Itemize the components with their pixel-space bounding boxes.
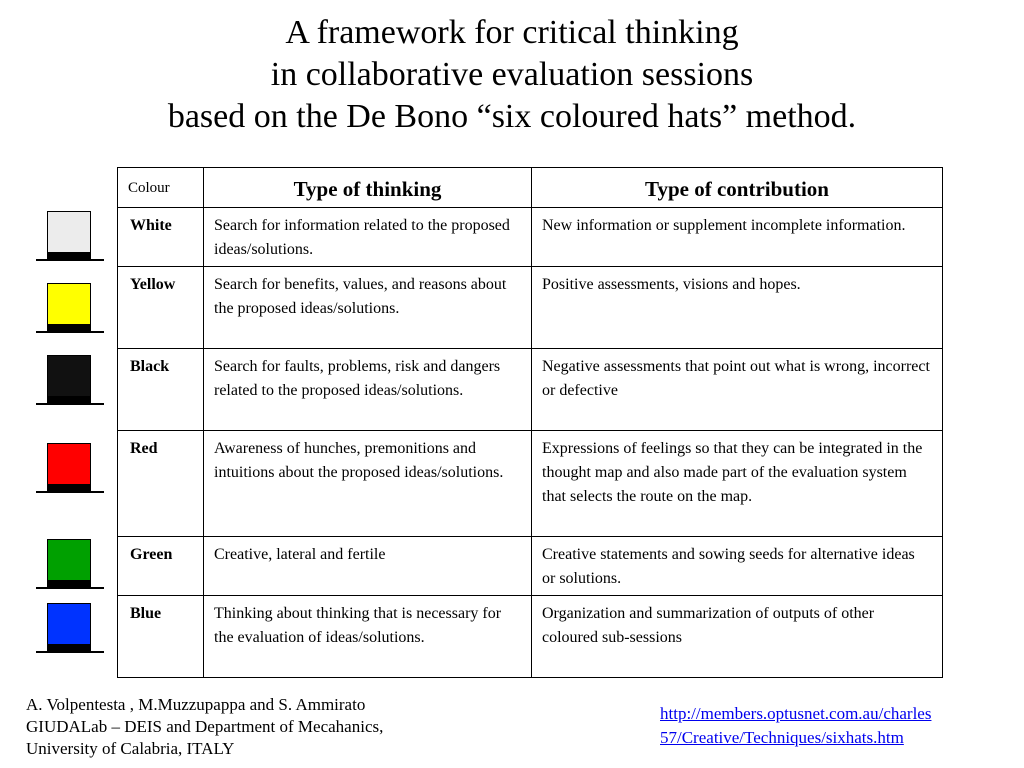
contribution-cell: Negative assessments that point out what is wrong, incorrect or defective [532,349,943,431]
thinking-cell: Search for faults, problems, risk and dangers related to the proposed ideas/solutions. [204,349,532,431]
source-link-line-1[interactable]: http://members.optusnet.com.au/charles [660,704,932,723]
contribution-cell: Positive assessments, visions and hopes. [532,267,943,349]
six-hats-table [117,167,943,678]
hat-crown [47,539,91,585]
table-row [118,537,943,596]
authors: A. Volpentesta , M.Muzzupappa and S. Ammirato [26,695,366,714]
contribution-cell: Expressions of feelings so that they can be integrated in the thought map and also made part of the evaluation system that selects the route on the map. [532,431,943,537]
header-colour: Colour [118,168,204,208]
hat-crown [47,211,91,257]
slide-title [0,12,1024,138]
thinking-cell: Search for benefits, values, and reasons about the proposed ideas/solutions. [204,267,532,349]
source-link-line-2[interactable]: 57/Creative/Techniques/sixhats.htm [660,728,904,747]
contribution-cell: Organization and summarization of outputs of other coloured sub-sessions [532,596,943,678]
colour-cell: Yellow [118,267,204,349]
thinking-cell: Thinking about thinking that is necessary for the evaluation of ideas/solutions. [204,596,532,678]
thinking-cell: Awareness of hunches, premonitions and intuitions about the proposed ideas/solutions. [204,431,532,537]
thinking-cell: Creative, lateral and fertile [204,537,532,596]
title-line-2: in collaborative evaluation sessions [270,56,754,93]
hat-crown [47,603,91,649]
table-row [118,349,943,431]
source-link[interactable] [660,702,931,750]
blue-hat-icon [36,603,104,663]
header-type-of-contribution: Type of contribution [532,168,943,208]
colour-cell: Blue [118,596,204,678]
title-line-1: A framework for critical thinking [285,14,739,51]
hat-crown [47,283,91,329]
contribution-cell: Creative statements and sowing seeds for alternative ideas or solutions. [532,537,943,596]
hat-crown [47,355,91,401]
colour-cell: White [118,208,204,267]
title-line-3: based on the De Bono “six coloured hats” method. [167,98,857,135]
table-row [118,208,943,267]
header-type-of-thinking: Type of thinking [204,168,532,208]
yellow-hat-icon [36,283,104,343]
white-hat-icon [36,211,104,271]
table-row [118,431,943,537]
hat-crown [47,443,91,489]
contribution-cell: New information or supplement incomplete information. [532,208,943,267]
table-header-row [118,168,943,208]
green-hat-icon [36,539,104,599]
author-credits [26,694,383,760]
table-row [118,596,943,678]
affiliation: GIUDALab – DEIS and Department of Mecahanics, [26,717,384,736]
colour-cell: Green [118,537,204,596]
table-row [118,267,943,349]
colour-cell: Black [118,349,204,431]
colour-cell: Red [118,431,204,537]
university: University of Calabria, ITALY [26,739,235,758]
black-hat-icon [36,355,104,415]
red-hat-icon [36,443,104,503]
thinking-cell: Search for information related to the proposed ideas/solutions. [204,208,532,267]
